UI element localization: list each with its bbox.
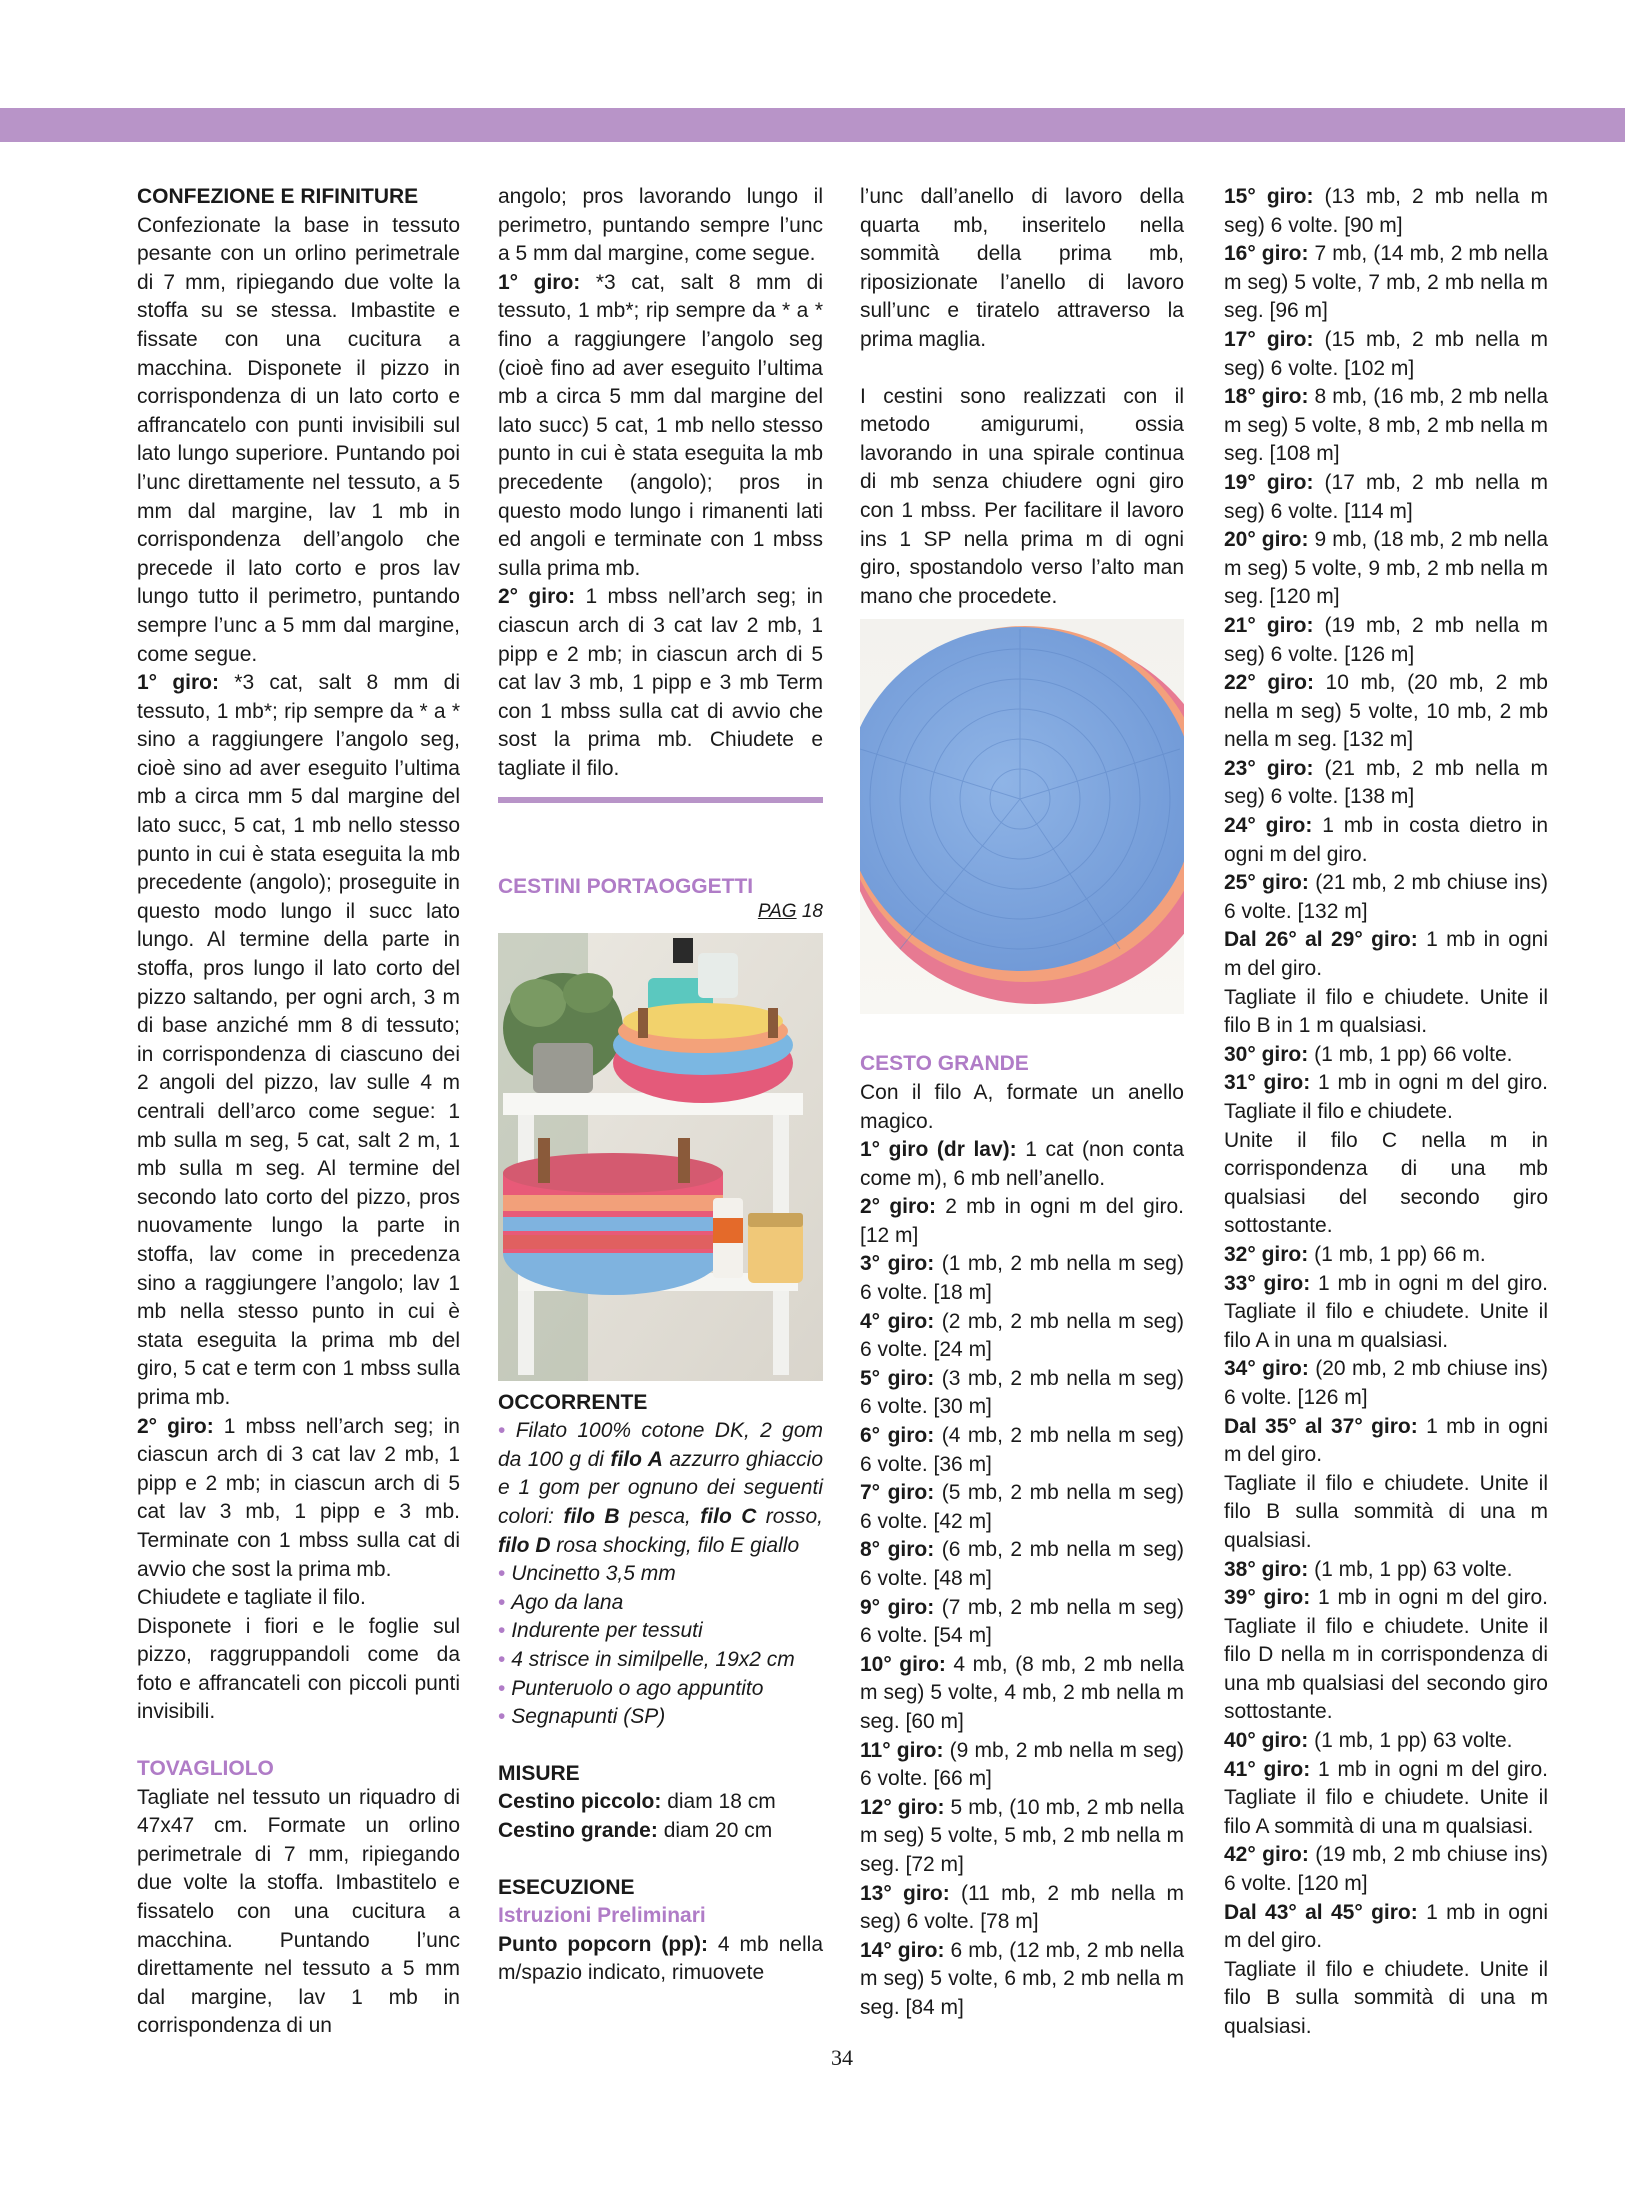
paragraph-text: 1 mb in ogni m del giro. Tagliate il filo e chiudete. Unite il filo A sommità di una m qualsiasi. — [1224, 1757, 1548, 1838]
paragraph-label: 32° giro: — [1224, 1242, 1309, 1266]
material-item — [498, 1417, 823, 1560]
paragraph: l’unc dall’anello di lavoro della quarta mb, inseritelo nella sommità della prima mb, riposizionate l’anello di lavoro sull’unc e tiratelo attraverso la prima maglia. — [860, 185, 1184, 351]
paragraph — [1224, 1556, 1548, 1585]
paragraph — [1224, 1355, 1548, 1412]
paragraph-text: 1 cat (non conta come m), 6 mb nell’anello. — [860, 1138, 1184, 1190]
paragraph-label: 12° giro: — [860, 1795, 945, 1819]
paragraph-text: (11 mb, 2 mb nella m seg) 6 volte. [78 m] — [860, 1881, 1184, 1934]
paragraph-text: 1 mbss nell’arch seg; in ciascun arch di 3 cat lav 2 mb, 1 pipp e 2 mb; in ciascun arch di 5 cat lav 3 mb, 1 pipp e 3 mb Term con 1 mbss sulla cat di avvio che sost la prima mb. Chiudete e tagliate il filo. — [498, 585, 823, 780]
paragraph — [137, 212, 460, 670]
paragraph-label: 42° giro: — [1224, 1843, 1309, 1867]
paragraph-text: 1 mb in ogni m del giro. — [1224, 1414, 1548, 1467]
material-text: pesca, — [619, 1505, 701, 1529]
confezione-section — [137, 183, 460, 1727]
paragraph-label: Dal 26° al 29° giro: — [1224, 928, 1418, 952]
paragraph — [1224, 984, 1548, 1041]
paragraph — [1224, 612, 1548, 669]
paragraph — [1224, 1270, 1548, 1356]
page-reference-label: PAG — [757, 901, 797, 923]
paragraph-label: 30° giro: — [1224, 1042, 1309, 1066]
paragraph-label: 11° giro: — [860, 1738, 944, 1762]
paragraph-label: Dal 43° al 45° giro: — [1224, 1900, 1418, 1924]
paragraph — [1224, 669, 1548, 755]
baskets-photo — [498, 933, 823, 1381]
paragraph-text: 2 mb in ogni m del giro. [12 m] — [860, 1195, 1184, 1247]
occorrente-heading: OCCORRENTE — [498, 1390, 648, 1414]
material-text: rosa shocking, filo E giallo — [550, 1533, 800, 1557]
misure-heading: MISURE — [498, 1761, 580, 1785]
paragraph-text: 1 mb in ogni m del giro. — [1224, 1900, 1548, 1953]
paragraph-text: (21 mb, 2 mb nella m seg) 6 volte. [138 m] — [1224, 756, 1548, 809]
paragraph-text: (13 mb, 2 mb nella m seg) 6 volte. [90 m] — [1224, 185, 1548, 237]
paragraph-label: 14° giro: — [860, 1938, 945, 1962]
paragraph — [1224, 1956, 1548, 2042]
paragraph — [860, 1794, 1184, 1880]
paragraph-label: 13° giro: — [860, 1881, 950, 1905]
yarn-label: filo A — [610, 1447, 663, 1471]
paragraph — [1224, 383, 1548, 469]
paragraph — [1224, 469, 1548, 526]
paragraph — [860, 1193, 1184, 1250]
paragraph — [860, 1737, 1184, 1794]
tovagliolo-text: Tagliate nel tessuto un riquadro di 47x47 cm. Formate un orlino perimetrale di 7 mm, ripiegando due volte la stoffa. Imbastitelo e fissatelo con una cucitura a macchina. Puntando l’unc direttamente nel tessuto a 5 mm dal margine, lav 1 mb in corrispondenza di un — [137, 1785, 460, 2038]
paragraph — [1224, 1127, 1548, 1241]
material-text: 4 strisce in similpelle, 19x2 cm — [511, 1648, 795, 1671]
paragraph-text: (7 mb, 2 mb nella m seg) 6 volte. [54 m] — [860, 1595, 1184, 1648]
paragraph-label: 34° giro: — [1224, 1357, 1309, 1381]
paragraph-text: Confezionate la base in tessuto pesante con un orlino perimetrale di 7 mm, ripiegando due volte la stoffa su se stessa. Imbastite e fissate con una cucitura a macchina. Disponete il pizzo in corrispondenza di un lato corto e affrancatelo con punti invisibili sul lato lungo superiore. Puntando poi l’unc direttamente nel tessuto, a 5 mm dal margine, lav 1 mb in corrispondenza dell’angolo che precede il lato corto e pros lav lungo tutto il perimetro, puntando sempre l’unc a 5 mm dal margine, come segue. — [137, 213, 460, 666]
paragraph-label: 16° giro: — [1224, 242, 1309, 266]
paragraph — [498, 183, 823, 269]
paragraph-text: (1 mb, 1 pp) 63 volte. — [1308, 1557, 1513, 1581]
paragraph-text: (6 mb, 2 mb nella m seg) 6 volte. [48 m] — [860, 1538, 1184, 1590]
paragraph — [860, 1365, 1184, 1422]
paragraph-text: angolo; pros lavorando lungo il perimetro, puntando sempre l’unc a 5 mm dal margine, come segue. — [498, 185, 823, 266]
paragraph-text: 7 mb, (14 mb, 2 mb nella m seg) 5 volte, 7 mb, 2 mb nella m seg. [96 m] — [1224, 242, 1548, 323]
paragraph — [860, 1880, 1184, 1937]
size-label: Cestino grande: — [498, 1818, 658, 1842]
paragraph-text: Unite il filo C nella m in corrispondenza di una mb qualsiasi del secondo giro sottostante. — [1224, 1128, 1548, 1238]
yarn-label: filo C — [700, 1505, 757, 1529]
cesto-grande-rounds — [860, 1079, 1184, 2023]
paragraph — [1224, 1841, 1548, 1898]
paragraph-label: 17° giro: — [1224, 327, 1314, 351]
material-item — [498, 1646, 823, 1675]
paragraph — [860, 1079, 1184, 1136]
paragraph-label: 41° giro: — [1224, 1757, 1311, 1781]
page-reference — [498, 898, 823, 927]
size-row — [498, 1788, 823, 1817]
paragraph-label: 33° giro: — [1224, 1271, 1311, 1295]
paragraph-label: 3° giro: — [860, 1252, 935, 1276]
paragraph — [1224, 1727, 1548, 1756]
paragraph-text: (5 mb, 2 mb nella m seg) 6 volte. [42 m] — [860, 1481, 1184, 1533]
paragraph-text: (1 mb, 1 pp) 66 m. — [1308, 1242, 1486, 1266]
tovagliolo-continued — [498, 183, 823, 783]
column-4 — [1224, 183, 1548, 2042]
paragraph-text: (9 mb, 2 mb nella m seg) 6 volte. [66 m] — [860, 1738, 1184, 1791]
paragraph-label: 5° giro: — [860, 1366, 935, 1390]
paragraph-label: 1° giro (dr lav): — [860, 1138, 1017, 1162]
size-value: diam 20 cm — [657, 1818, 773, 1842]
material-text: azzurro ghiaccio e 1 gom per ognuno dei seguenti colori: — [498, 1447, 823, 1529]
paragraph-text: (4 mb, 2 mb nella m seg) 6 volte. [36 m] — [860, 1424, 1184, 1476]
paragraph — [1224, 1041, 1548, 1070]
crochet-base-photo — [860, 619, 1184, 1014]
material-text: Indurente per tessuti — [511, 1619, 703, 1643]
paragraph-text: 8 mb, (16 mb, 2 mb nella m seg) 5 volte, 8 mb, 2 mb nella m seg. [108 m] — [1224, 385, 1548, 466]
material-text: Punteruolo o ago appuntito — [511, 1676, 764, 1700]
yarn-label: filo B — [563, 1505, 620, 1529]
paragraph-label: 25° giro: — [1224, 871, 1309, 895]
paragraph-text: (1 mb, 1 pp) 66 volte. — [1308, 1042, 1513, 1066]
yarn-label: filo D — [498, 1533, 551, 1557]
paragraph-text: 10 mb, (20 mb, 2 mb nella m seg) 5 volte, 10 mb, 2 mb nella m seg. [132 m] — [1224, 671, 1548, 752]
paragraph — [1224, 240, 1548, 326]
paragraph — [860, 1250, 1184, 1307]
cesto-grande-heading: CESTO GRANDE — [860, 1052, 1029, 1076]
size-label: Cestino piccolo: — [498, 1790, 662, 1814]
paragraph-label: 1° giro: — [498, 270, 581, 294]
paragraph-label: 39° giro: — [1224, 1586, 1311, 1610]
page-reference-number: 18 — [801, 901, 823, 923]
paragraph — [1224, 183, 1548, 240]
paragraph-label: 2° giro: — [498, 585, 576, 609]
column-2 — [498, 183, 823, 1988]
paragraph — [1224, 869, 1548, 926]
bullet-icon: • — [498, 1648, 512, 1671]
section-divider — [498, 797, 823, 803]
column-1 — [137, 183, 460, 2041]
paragraph-label: 24° giro: — [1224, 814, 1313, 838]
paragraph-label: 4° giro: — [860, 1309, 935, 1333]
paragraph-label: 38° giro: — [1224, 1557, 1309, 1581]
paragraph-label: 8° giro: — [860, 1538, 935, 1562]
popcorn-stitch-text — [498, 1931, 823, 1988]
paragraph-label: 1° giro: — [137, 671, 219, 695]
paragraph — [1224, 1470, 1548, 1556]
paragraph-label: CONFEZIONE E RIFINITURE — [137, 185, 419, 208]
paragraph — [498, 269, 823, 584]
amigurumi-intro — [860, 183, 1184, 611]
paragraph-label: 20° giro: — [1224, 528, 1309, 552]
paragraph-label: 2° giro: — [860, 1195, 936, 1219]
paragraph-text: 1 mb in ogni m del giro. Tagliate il filo e chiudete. Unite il filo D nella m in corrispondenza di una mb qualsiasi del secondo giro sottostante. — [1224, 1586, 1548, 1724]
paragraph-text: (15 mb, 2 mb nella m seg) 6 volte. [102 m] — [1224, 327, 1548, 380]
paragraph-text: 6 mb, (12 mb, 2 mb nella m seg) 5 volte, 6 mb, 2 mb nella m seg. [84 m] — [860, 1938, 1184, 2019]
paragraph-text: 5 mb, (10 mb, 2 mb nella m seg) 5 volte, 5 mb, 2 mb nella m seg. [72 m] — [860, 1795, 1184, 1876]
paragraph — [860, 1136, 1184, 1193]
material-item — [498, 1589, 823, 1618]
popcorn-stitch-desc: 4 mb nella m/spazio indicato, rimuovete — [498, 1932, 823, 1985]
paragraph-text: 9 mb, (18 mb, 2 mb nella m seg) 5 volte, 9 mb, 2 mb nella m seg. [120 m] — [1224, 528, 1548, 609]
paragraph-label: 18° giro: — [1224, 385, 1309, 409]
paragraph-text: (19 mb, 2 mb nella m seg) 6 volte. [126 m] — [1224, 613, 1548, 666]
bullet-icon: • — [498, 1619, 512, 1643]
paragraph — [137, 1613, 460, 1727]
istruzioni-subheading: Istruzioni Preliminari — [498, 1904, 706, 1928]
paragraph-text: (3 mb, 2 mb nella m seg) 6 volte. [30 m] — [860, 1366, 1184, 1419]
paragraph — [860, 1536, 1184, 1593]
paragraph — [1224, 755, 1548, 812]
paragraph-text: Tagliate il filo e chiudete. Unite il filo B in 1 m qualsiasi. — [1224, 985, 1548, 1038]
paragraph-text: *3 cat, salt 8 mm di tessuto, 1 mb*; rip sempre da * a * fino a raggiungere l’angolo seg (cioè fino ad aver eseguito l’ultima mb a circa 5 mm dal margine del lato succ) 5 cat, 1 mb nello stesso punto in cui è stata eseguita la mb precedente (angolo); pros in questo modo lungo i rimanenti lati ed angoli e terminate con 1 mbss sulla prima mb. — [498, 270, 823, 580]
paragraph-text: Tagliate il filo e chiudete. Unite il filo B sulla sommità di una m qualsiasi. — [1224, 1471, 1548, 1552]
paragraph-text: Tagliate il filo e chiudete. Unite il filo B sulla sommità di una m qualsiasi. — [1224, 1957, 1548, 2038]
paragraph-label: 19° giro: — [1224, 470, 1314, 494]
paragraph-label: 40° giro: — [1224, 1729, 1309, 1753]
paragraph — [1224, 1413, 1548, 1470]
paragraph — [1224, 926, 1548, 983]
size-row — [498, 1817, 823, 1846]
paragraph — [1224, 812, 1548, 869]
paragraph-text: 1 mbss nell’arch seg; in ciascun arch di 3 cat lav 2 mb, 1 pipp e 2 mb; in ciascun arch di 5 cat lav 3 mb, 1 pipp e 3 mb. Terminate con 1 mbss sulla cat di avvio che sost la prima mb. — [137, 1414, 460, 1581]
paragraph-label: 2° giro: — [137, 1414, 214, 1438]
paragraph — [137, 1584, 460, 1613]
paragraph-text: 1 mb in ogni m del giro. Tagliate il filo e chiudete. — [1224, 1071, 1548, 1123]
paragraph-text: 1 mb in ogni m del giro. Tagliate il filo e chiudete. Unite il filo A in una m qualsiasi. — [1224, 1271, 1548, 1352]
paragraph-label: 7° giro: — [860, 1481, 935, 1505]
paragraph — [1224, 1584, 1548, 1727]
popcorn-stitch-label: Punto popcorn (pp): — [498, 1932, 708, 1956]
paragraph-text: 1 mb in costa dietro in ogni m del giro. — [1224, 814, 1549, 866]
material-text: Ago da lana — [511, 1590, 624, 1614]
material-item — [498, 1617, 823, 1646]
paragraph — [1224, 1241, 1548, 1270]
paragraph — [137, 1413, 460, 1585]
bullet-icon: • — [498, 1562, 512, 1586]
material-item — [498, 1560, 823, 1589]
material-item — [498, 1703, 823, 1732]
paragraph — [137, 183, 460, 212]
paragraph-label: Dal 35° al 37° giro: — [1224, 1414, 1418, 1438]
baskets-illustration — [498, 933, 823, 1381]
tovagliolo-heading: TOVAGLIOLO — [137, 1757, 274, 1781]
paragraph-text: (1 mb, 2 mb nella m seg) 6 volte. [18 m] — [860, 1252, 1184, 1305]
paragraph — [860, 1594, 1184, 1651]
size-value: diam 18 cm — [661, 1790, 776, 1814]
paragraph-text: Chiudete e tagliate il filo. — [137, 1586, 366, 1610]
paragraph: I cestini sono realizzati con il metodo amigurumi, ossia lavorando in una spirale continua di mb senza chiudere ogni giro con 1 mbss. Per facilitare il lavoro ins 1 SP nella prima m di ogni giro, spostandolo verso l’alto man mano che procedete. — [860, 384, 1184, 608]
paragraph — [137, 669, 460, 1412]
paragraph-label: 21° giro: — [1224, 613, 1314, 637]
bullet-icon: • — [498, 1676, 512, 1700]
paragraph — [1224, 526, 1548, 612]
paragraph-text: (17 mb, 2 mb nella m seg) 6 volte. [114 m] — [1224, 470, 1548, 523]
paragraph-label: 6° giro: — [860, 1424, 935, 1448]
material-text: Uncinetto 3,5 mm — [511, 1562, 676, 1586]
paragraph — [860, 1308, 1184, 1365]
header-color-band — [0, 108, 1625, 142]
material-text: Segnapunti (SP) — [511, 1705, 666, 1729]
page-number: 34 — [831, 2045, 853, 2070]
paragraph-text: (20 mb, 2 mb chiuse ins) 6 volte. [126 m] — [1224, 1357, 1549, 1409]
bullet-icon: • — [498, 1590, 512, 1614]
cesto-grande-rounds-continued — [1224, 183, 1548, 2042]
paragraph — [1224, 326, 1548, 383]
paragraph-text: (19 mb, 2 mb chiuse ins) 6 volte. [120 m] — [1224, 1843, 1549, 1896]
esecuzione-heading: ESECUZIONE — [498, 1875, 635, 1899]
paragraph-label: 9° giro: — [860, 1595, 935, 1619]
column-3 — [860, 183, 1184, 2023]
paragraph — [860, 1422, 1184, 1479]
material-item — [498, 1675, 823, 1704]
paragraph-label: 23° giro: — [1224, 756, 1314, 780]
paragraph-label: 31° giro: — [1224, 1071, 1311, 1095]
paragraph-text: 4 mb, (8 mb, 2 mb nella m seg) 5 volte, 4 mb, 2 mb nella m seg. [60 m] — [860, 1652, 1184, 1733]
paragraph-label: 15° giro: — [1224, 185, 1314, 208]
paragraph-label: 10° giro: — [860, 1652, 946, 1676]
bullet-icon: • — [498, 1419, 516, 1443]
paragraph-text: (21 mb, 2 mb chiuse ins) 6 volte. [132 m] — [1224, 871, 1549, 923]
cestini-heading: CESTINI PORTAOGGETTI — [498, 875, 754, 899]
paragraph — [1224, 1756, 1548, 1842]
material-text: Filato 100% cotone DK, 2 gom da 100 g di — [498, 1419, 823, 1471]
bullet-icon: • — [498, 1705, 512, 1729]
paragraph-text: *3 cat, salt 8 mm di tessuto, 1 mb*; rip sempre da * a * sino a raggiungere l’angolo seg, cioè sino ad aver eseguito l’ultima mb a circa mm 5 dal margine del lato succ, 5 cat, 1 mb nello stesso punto in cui è stata eseguita la mb precedente (angolo); proseguite in questo modo lungo il succ lato lungo. Al termine della parte in stoffa, pros lungo il lato corto del pizzo saltando, per ogni arch, 3 m di base anziché mm 8 di tessuto; in corrispondenza di ciascuno dei 2 angoli del pizzo, lav sulle 4 m centrali dell’arco come segue: 1 mb sulla m seg, 5 cat, salt 2 m, 1 mb sulla m seg. Al termine del secondo lato corto del pizzo, pros nuovamente lungo la parte in stoffa, lav come in precedenza sino a raggiungere l’angolo; lav 1 mb nella stesso punto in cui è stata eseguita la prima mb del giro, 5 cat e term con 1 mbss sulla prima mb. — [137, 671, 460, 1409]
material-text: rosso, — [756, 1505, 823, 1529]
paragraph-text: (2 mb, 2 mb nella m seg) 6 volte. [24 m] — [860, 1309, 1184, 1362]
paragraph-label: 22° giro: — [1224, 671, 1314, 695]
paragraph-text: (1 mb, 1 pp) 63 volte. — [1308, 1729, 1513, 1753]
paragraph-text: 1 mb in ogni m del giro. — [1224, 928, 1548, 981]
materials-list — [498, 1417, 823, 1732]
paragraph — [1224, 1069, 1548, 1126]
crochet-circle-illustration — [860, 619, 1184, 1014]
size-list — [498, 1788, 823, 1845]
paragraph — [860, 1937, 1184, 2023]
paragraph — [1224, 1899, 1548, 1956]
paragraph-text: Con il filo A, formate un anello magico. — [860, 1080, 1184, 1133]
paragraph — [860, 1479, 1184, 1536]
paragraph-text: Disponete i fiori e le foglie sul pizzo, raggruppandoli come da foto e affrancateli con piccoli punti invisibili. — [137, 1614, 460, 1724]
paragraph — [860, 1651, 1184, 1737]
paragraph — [498, 583, 823, 783]
